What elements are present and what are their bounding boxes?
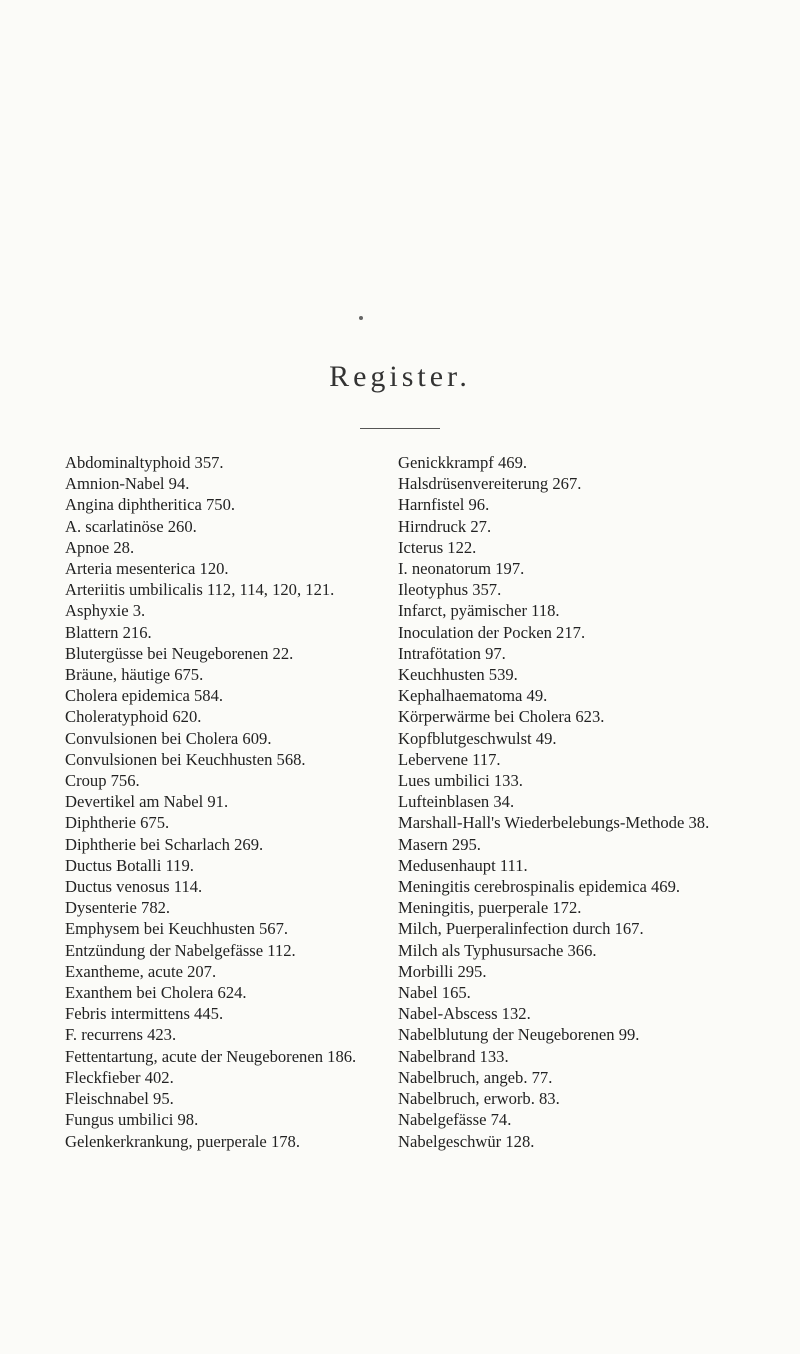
index-entry: Cholera epidemica 584. [65, 686, 224, 706]
index-entry: Entzündung der Nabelgefässe 112. [65, 940, 296, 960]
index-entry: Devertikel am Nabel 91. [65, 792, 229, 812]
index-entry: Amnion-Nabel 94. [65, 474, 190, 494]
index-entry: Gelenkerkrankung, puerperale 178. [65, 1131, 300, 1151]
index-entry: Keuchhusten 539. [398, 665, 518, 685]
index-entry: Intrafötation 97. [398, 643, 506, 663]
index-entry: Nabelbruch, erworb. 83. [398, 1089, 560, 1109]
index-entry: Apnoe 28. [65, 537, 135, 557]
index-entry: Marshall-Hall's Wiederbelebungs-Methode 38. [398, 813, 710, 833]
index-entry: Nabelbruch, angeb. 77. [398, 1067, 553, 1087]
index-entry: Asphyxie 3. [65, 601, 146, 621]
index-entry: Nabelgefässe 74. [398, 1110, 512, 1130]
index-entry: Nabelgeschwür 128. [398, 1131, 535, 1151]
index-entry: Blutergüsse bei Neugeborenen 22. [65, 643, 294, 663]
index-entry: Emphysem bei Keuchhusten 567. [65, 919, 289, 939]
index-entry: Lebervene 117. [398, 749, 501, 769]
index-entry: Kephalhaematoma 49. [398, 686, 548, 706]
index-entry: Masern 295. [398, 834, 481, 854]
index-column-right [398, 452, 773, 1152]
index-entry: Dysenterie 782. [65, 898, 171, 918]
index-entry: Fleckfieber 402. [65, 1067, 174, 1087]
index-entry: Choleratyphoid 620. [65, 707, 202, 727]
index-entry: Diphtherie 675. [65, 813, 170, 833]
index-entry: Infarct, pyämischer 118. [398, 601, 560, 621]
index-entry: Körperwärme bei Cholera 623. [398, 707, 605, 727]
index-entry: Ductus Botalli 119. [65, 855, 194, 875]
index-entry: Exantheme, acute 207. [65, 961, 217, 981]
index-entry: F. recurrens 423. [65, 1025, 177, 1045]
index-entry: Nabelbrand 133. [398, 1046, 509, 1066]
index-entry: Meningitis cerebrospinalis epidemica 469. [398, 877, 681, 897]
index-entry: Milch als Typhusursache 366. [398, 940, 597, 960]
index-entry: Arteriitis umbilicalis 112, 114, 120, 121. [65, 580, 335, 600]
index-entry: Exanthem bei Cholera 624. [65, 983, 247, 1003]
index-entry: Kopfblutgeschwulst 49. [398, 728, 557, 748]
index-entry: Nabel 165. [398, 983, 471, 1003]
index-entry: A. scarlatinöse 260. [65, 516, 197, 536]
index-entry: Icterus 122. [398, 537, 477, 557]
index-entry: Fungus umbilici 98. [65, 1110, 199, 1130]
index-entry: Blattern 216. [65, 622, 152, 642]
index-entry: Morbilli 295. [398, 961, 487, 981]
index-entry: Convulsionen bei Cholera 609. [65, 728, 272, 748]
index-entry: I. neonatorum 197. [398, 559, 525, 579]
index-entry: Halsdrüsenvereiterung 267. [398, 474, 582, 494]
index-entry: Ileotyphus 357. [398, 580, 502, 600]
index-entry: Nabelblutung der Neugeborenen 99. [398, 1025, 640, 1045]
title-rule [360, 428, 440, 429]
index-entry: Lues umbilici 133. [398, 771, 523, 791]
page-title: Register. [329, 360, 471, 393]
index-entry: Medusenhaupt 111. [398, 855, 528, 875]
print-speck [359, 316, 363, 320]
index-entry: Diphtherie bei Scharlach 269. [65, 834, 264, 854]
index-entry: Ductus venosus 114. [65, 877, 203, 897]
index-entry: Arteria mesenterica 120. [65, 559, 229, 579]
index-entry: Angina diphtheritica 750. [65, 495, 236, 515]
index-entry: Lufteinblasen 34. [398, 792, 515, 812]
index-entry: Croup 756. [65, 771, 140, 791]
index-entry: Milch, Puerperalinfection durch 167. [398, 919, 644, 939]
index-entry: Meningitis, puerperale 172. [398, 898, 582, 918]
index-entry: Convulsionen bei Keuchhusten 568. [65, 749, 306, 769]
index-entry: Fleischnabel 95. [65, 1089, 174, 1109]
index-entry: Fettentartung, acute der Neugeborenen 186. [65, 1046, 357, 1066]
index-entry: Abdominaltyphoid 357. [65, 453, 224, 472]
index-entry: Nabel-Abscess 132. [398, 1004, 531, 1024]
index-entry: Febris intermittens 445. [65, 1004, 224, 1024]
index-entry: Bräune, häutige 675. [65, 665, 204, 685]
index-entry: Hirndruck 27. [398, 516, 492, 536]
index-entry: Inoculation der Pocken 217. [398, 622, 586, 642]
index-column-left [65, 452, 415, 1152]
index-entry: Genickkrampf 469. [398, 453, 528, 472]
index-entry: Harnfistel 96. [398, 495, 490, 515]
